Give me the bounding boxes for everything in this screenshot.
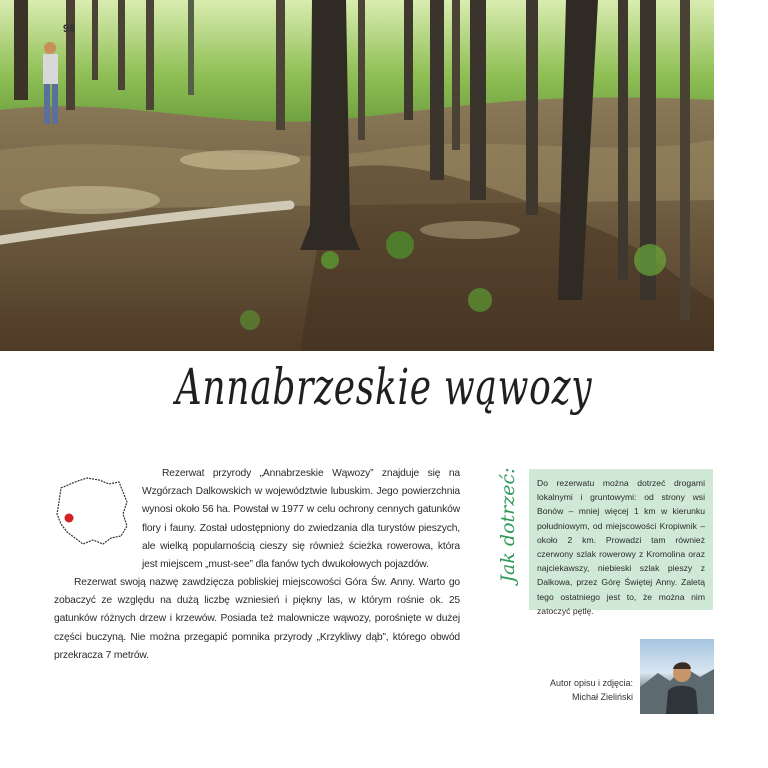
author-photo [640,639,714,714]
how-to-get-box: Do rezerwatu można dotrzeć drogami lokalnymi i gruntowymi: od strony wsi Bonów – mniej więcej 1 km w kierunku południowym, od miejscowości Kropiwnik – około 2 km. Prowadzi tam również czerwony szlak rowerowy z Kromolina oraz najciekawszy, niebieski szlak pieszy z Dalkowa, przez Górę Świętej Anny. Zaletą tego ostatniego jest to, że można nim zatoczyć pętlę. [529,469,713,610]
paragraph-1: Rezerwat przyrody „Annabrzeskie Wąwozy” znajduje się na Wzgórzach Dalkowskich w województwie lubuskim. Jego powierzchnia wynosi około 56 ha. Powstał w 1977 w celu ochrony cennych gatunków flory i fauny. Został udostępniony do zwiedzania dla turystów pieszych, ale wielką popularnością cieszy się również ścieżka rowerowa, która jest miejscem „must-see” dla fanów tych dwukołowych pojazdów. [142,468,460,571]
author-portrait-illustration [640,639,714,714]
header-photo [0,0,714,351]
author-credit-label: Autor opisu i zdjęcia: [549,678,633,688]
how-to-get-label [496,467,520,583]
forest-illustration [0,0,714,351]
poland-map-icon [53,474,131,548]
page-number: 98 [63,23,76,35]
author-name: Michał Zieliński [571,692,633,702]
article-title: Annabrzeskie wąwozy [175,358,593,416]
paragraph-2: Rezerwat swoją nazwę zawdzięcza pobliskiej miejscowości Góra Św. Anny. Warto go zobaczyć ze względu na dużą liczbę wzniesień i piękny las, w którym rośnie ok. 25 gatunków różnych drzew i krzewów. Posiada też malownicze wąwozy, porośnięte w dużej części buczyną. Nie można przegapić pomnika przyrody „Krzykliwy dąb”, którego obwód przekracza 7 metrów. [54,577,460,661]
how-to-get-label-text: Jak dotrzeć: [497,467,519,583]
location-marker [65,514,74,523]
author-credit [536,676,633,704]
